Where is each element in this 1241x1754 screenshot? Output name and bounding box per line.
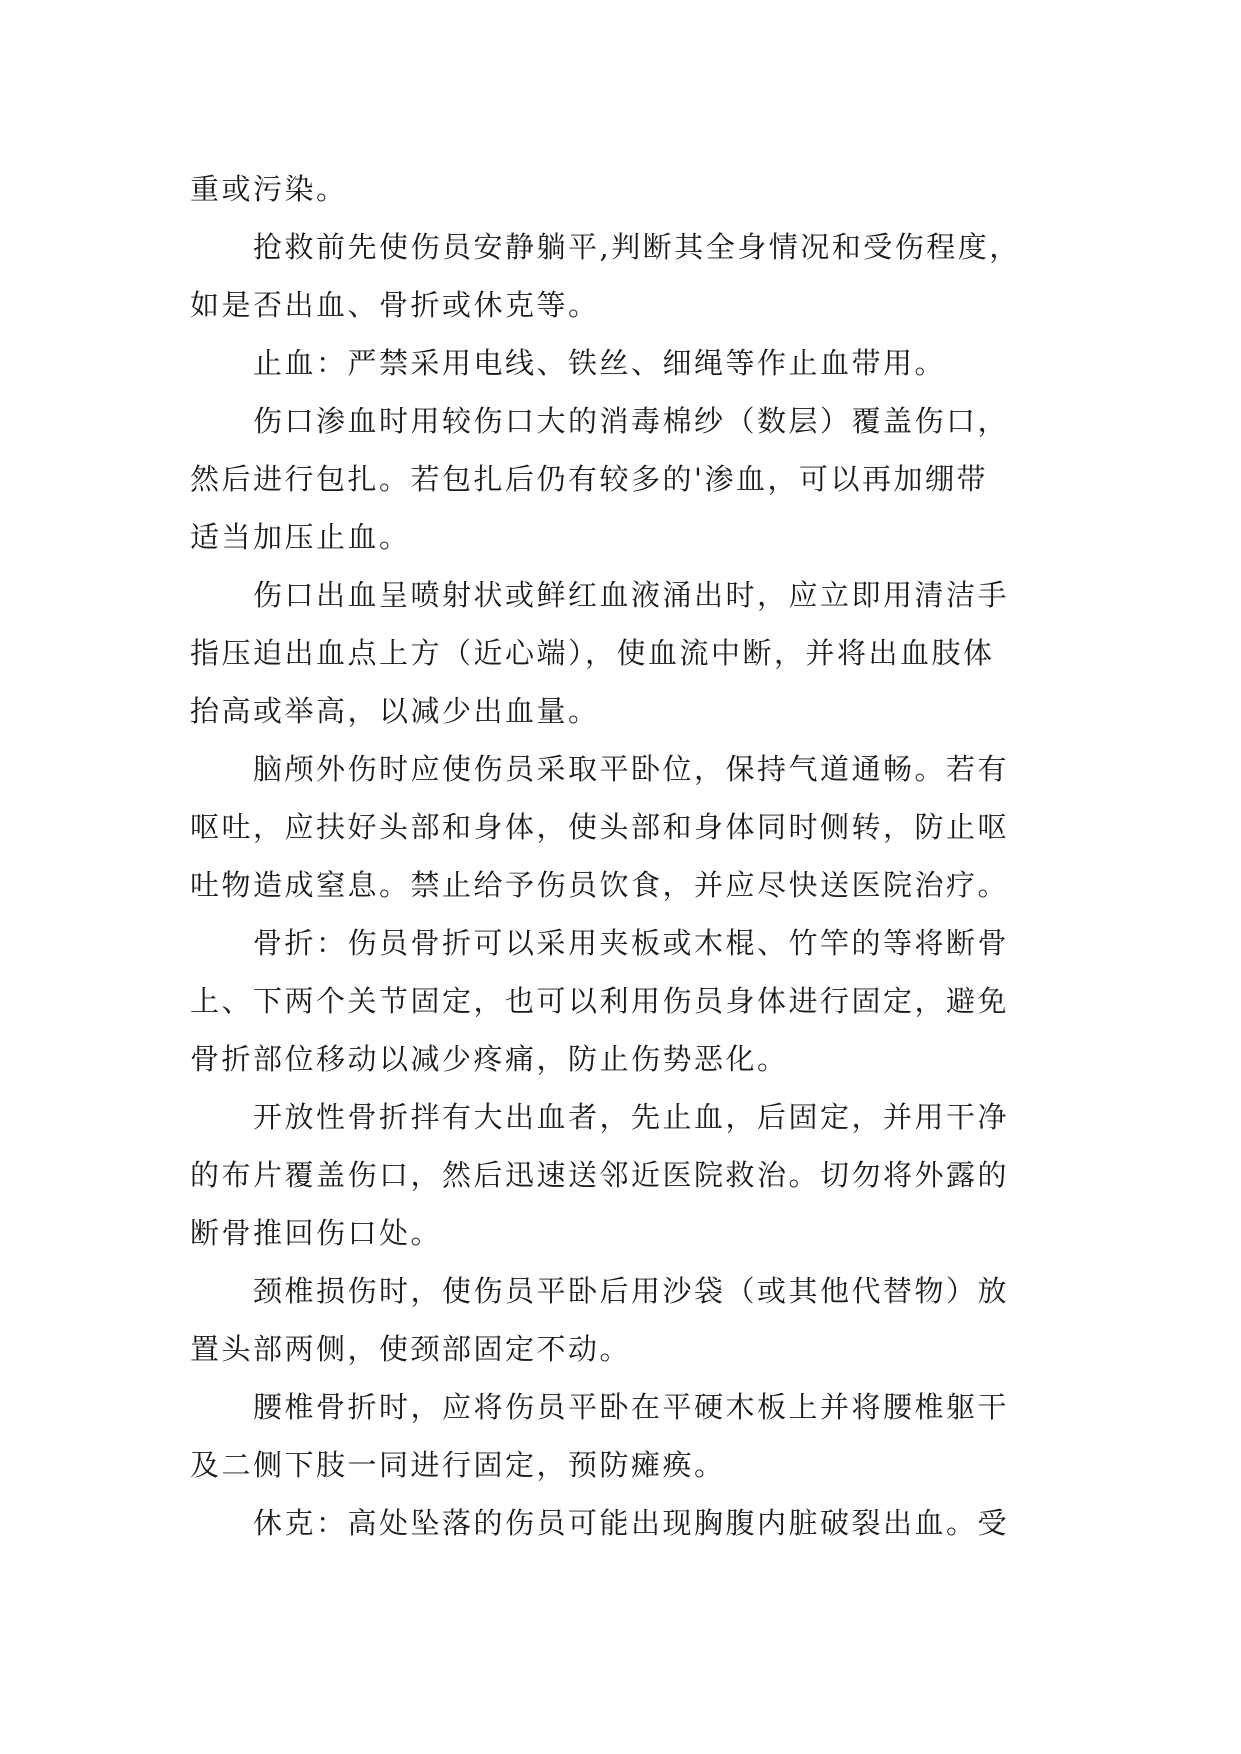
text-line: 然后进行包扎。若包扎后仍有较多的'渗血，可以再加绷带 bbox=[190, 462, 988, 496]
text-line: 的布片覆盖伤口，然后迅速送邻近医院救治。切勿将外露的 bbox=[190, 1158, 1010, 1192]
text-line: 脑颅外伤时应使伤员采取平卧位，保持气道通畅。若有 bbox=[190, 752, 1010, 786]
text-line: 抬高或举高，以减少出血量。 bbox=[190, 694, 600, 728]
text-line: 适当加压止血。 bbox=[190, 520, 411, 554]
text-line: 休克：高处坠落的伤员可能出现胸腹内脏破裂出血。受 bbox=[190, 1506, 1010, 1540]
text-line: 止血：严禁采用电线、铁丝、细绳等作止血带用。 bbox=[190, 346, 947, 380]
text-line: 骨折：伤员骨折可以采用夹板或木棍、竹竿的等将断骨 bbox=[190, 926, 1010, 960]
text-line: 及二侧下肢一同进行固定，预防瘫痪。 bbox=[190, 1448, 726, 1482]
text-line: 置头部两侧，使颈部固定不动。 bbox=[190, 1332, 632, 1366]
document-body bbox=[190, 160, 1070, 1552]
text-line: 指压迫出血点上方（近心端），使血流中断，并将出血肢体 bbox=[190, 636, 995, 670]
text-line: 重或污染。 bbox=[190, 172, 348, 206]
text-line: 骨折部位移动以减少疼痛，防止伤势恶化。 bbox=[190, 1042, 789, 1076]
text-line: 呕吐，应扶好头部和身体，使头部和身体同时侧转，防止呕 bbox=[190, 810, 1010, 844]
text-line: 开放性骨折拌有大出血者，先止血，后固定，并用干净 bbox=[190, 1100, 1010, 1134]
text-line: 如是否出血、骨折或休克等。 bbox=[190, 288, 600, 322]
text-line: 颈椎损伤时，使伤员平卧后用沙袋（或其他代替物）放 bbox=[190, 1274, 1010, 1308]
text-line: 吐物造成窒息。禁止给予伤员饮食，并应尽快送医院治疗。 bbox=[190, 868, 1010, 902]
text-line: 伤口渗血时用较伤口大的消毒棉纱（数层）覆盖伤口， bbox=[190, 404, 1010, 438]
text-line: 伤口出血呈喷射状或鲜红血液涌出时，应立即用清洁手 bbox=[190, 578, 1010, 612]
text-line: 上、下两个关节固定，也可以利用伤员身体进行固定，避免 bbox=[190, 984, 1010, 1018]
text-line: 抢救前先使伤员安静躺平,判断其全身情况和受伤程度， bbox=[190, 230, 1021, 264]
text-line: 腰椎骨折时，应将伤员平卧在平硬木板上并将腰椎躯干 bbox=[190, 1390, 1010, 1424]
text-line: 断骨推回伤口处。 bbox=[190, 1216, 443, 1250]
